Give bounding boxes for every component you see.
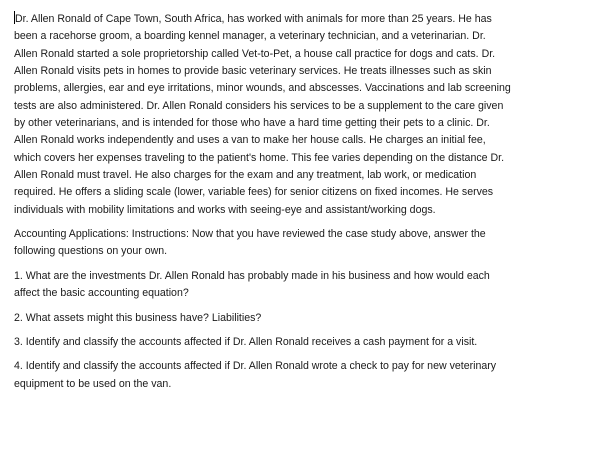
case-study-line-10: Allen Ronald must travel. He also charges for the exam and any treatment, lab work, or medication	[14, 169, 477, 182]
case-study-line-8: Allen Ronald works independently and uses a van to make her house calls. He charges an initial fee,	[14, 134, 486, 147]
case-study-line-5: problems, allergies, ear and eye irritations, minor wounds, and abscesses. Vaccinations and lab screening	[14, 82, 511, 95]
question-4-line-1: 4. Identify and classify the accounts affected if Dr. Allen Ronald wrote a check to pay for new veterinary	[14, 360, 497, 373]
question-2-line-1: 2. What assets might this business have? Liabilities?	[14, 311, 262, 324]
question-1-line-2: affect the basic accounting equation?	[14, 287, 189, 300]
case-study-line-2: been a racehorse groom, a boarding kennel manager, a veterinary technician, and a veterinarian. Dr.	[14, 30, 486, 43]
case-study-paragraph	[14, 11, 594, 219]
instructions-line-1: Accounting Applications: Instructions: Now that you have reviewed the case study above, answer the	[14, 228, 486, 241]
instructions-paragraph	[14, 226, 594, 261]
case-study-line-1	[14, 11, 594, 28]
case-study-line-3: Allen Ronald started a sole proprietorship called Vet-to-Pet, a house call practice for dogs and cats. Dr.	[14, 47, 496, 60]
question-1-line-1: 1. What are the investments Dr. Allen Ronald has probably made in his business and how would each	[14, 269, 490, 282]
case-study-line-7: by other veterinarians, and is intended for those who have a hard time getting their pets to a clinic. Dr.	[14, 117, 490, 130]
case-study-line-11: required. He offers a sliding scale (lower, variable fees) for senior citizens on fixed incomes. He serves	[14, 186, 494, 199]
question-4-paragraph	[14, 358, 594, 393]
case-study-line-6: tests are also administered. Dr. Allen Ronald considers his services to be a supplement to the care given	[14, 99, 504, 112]
case-study-line-12: individuals with mobility limitations and works with seeing-eye and assistant/working dogs.	[14, 203, 436, 216]
case-study-line-9: which covers her expenses traveling to the patient's home. This fee varies depending on the distance Dr.	[14, 151, 505, 164]
question-2-paragraph	[14, 310, 594, 327]
question-3-paragraph	[14, 334, 594, 351]
case-study-line-1-text: Dr. Allen Ronald of Cape Town, South Africa, has worked with animals for more than 25 years. He has	[15, 13, 492, 25]
document-body[interactable]	[14, 11, 594, 400]
question-3-line-1: 3. Identify and classify the accounts affected if Dr. Allen Ronald receives a cash payment for a visit.	[14, 335, 478, 348]
question-4-line-2: equipment to be used on the van.	[14, 377, 172, 390]
question-1-paragraph	[14, 268, 594, 303]
instructions-line-2: following questions on your own.	[14, 245, 168, 258]
case-study-line-4: Allen Ronald visits pets in homes to provide basic veterinary services. He treats illnesses such as skin	[14, 65, 492, 78]
